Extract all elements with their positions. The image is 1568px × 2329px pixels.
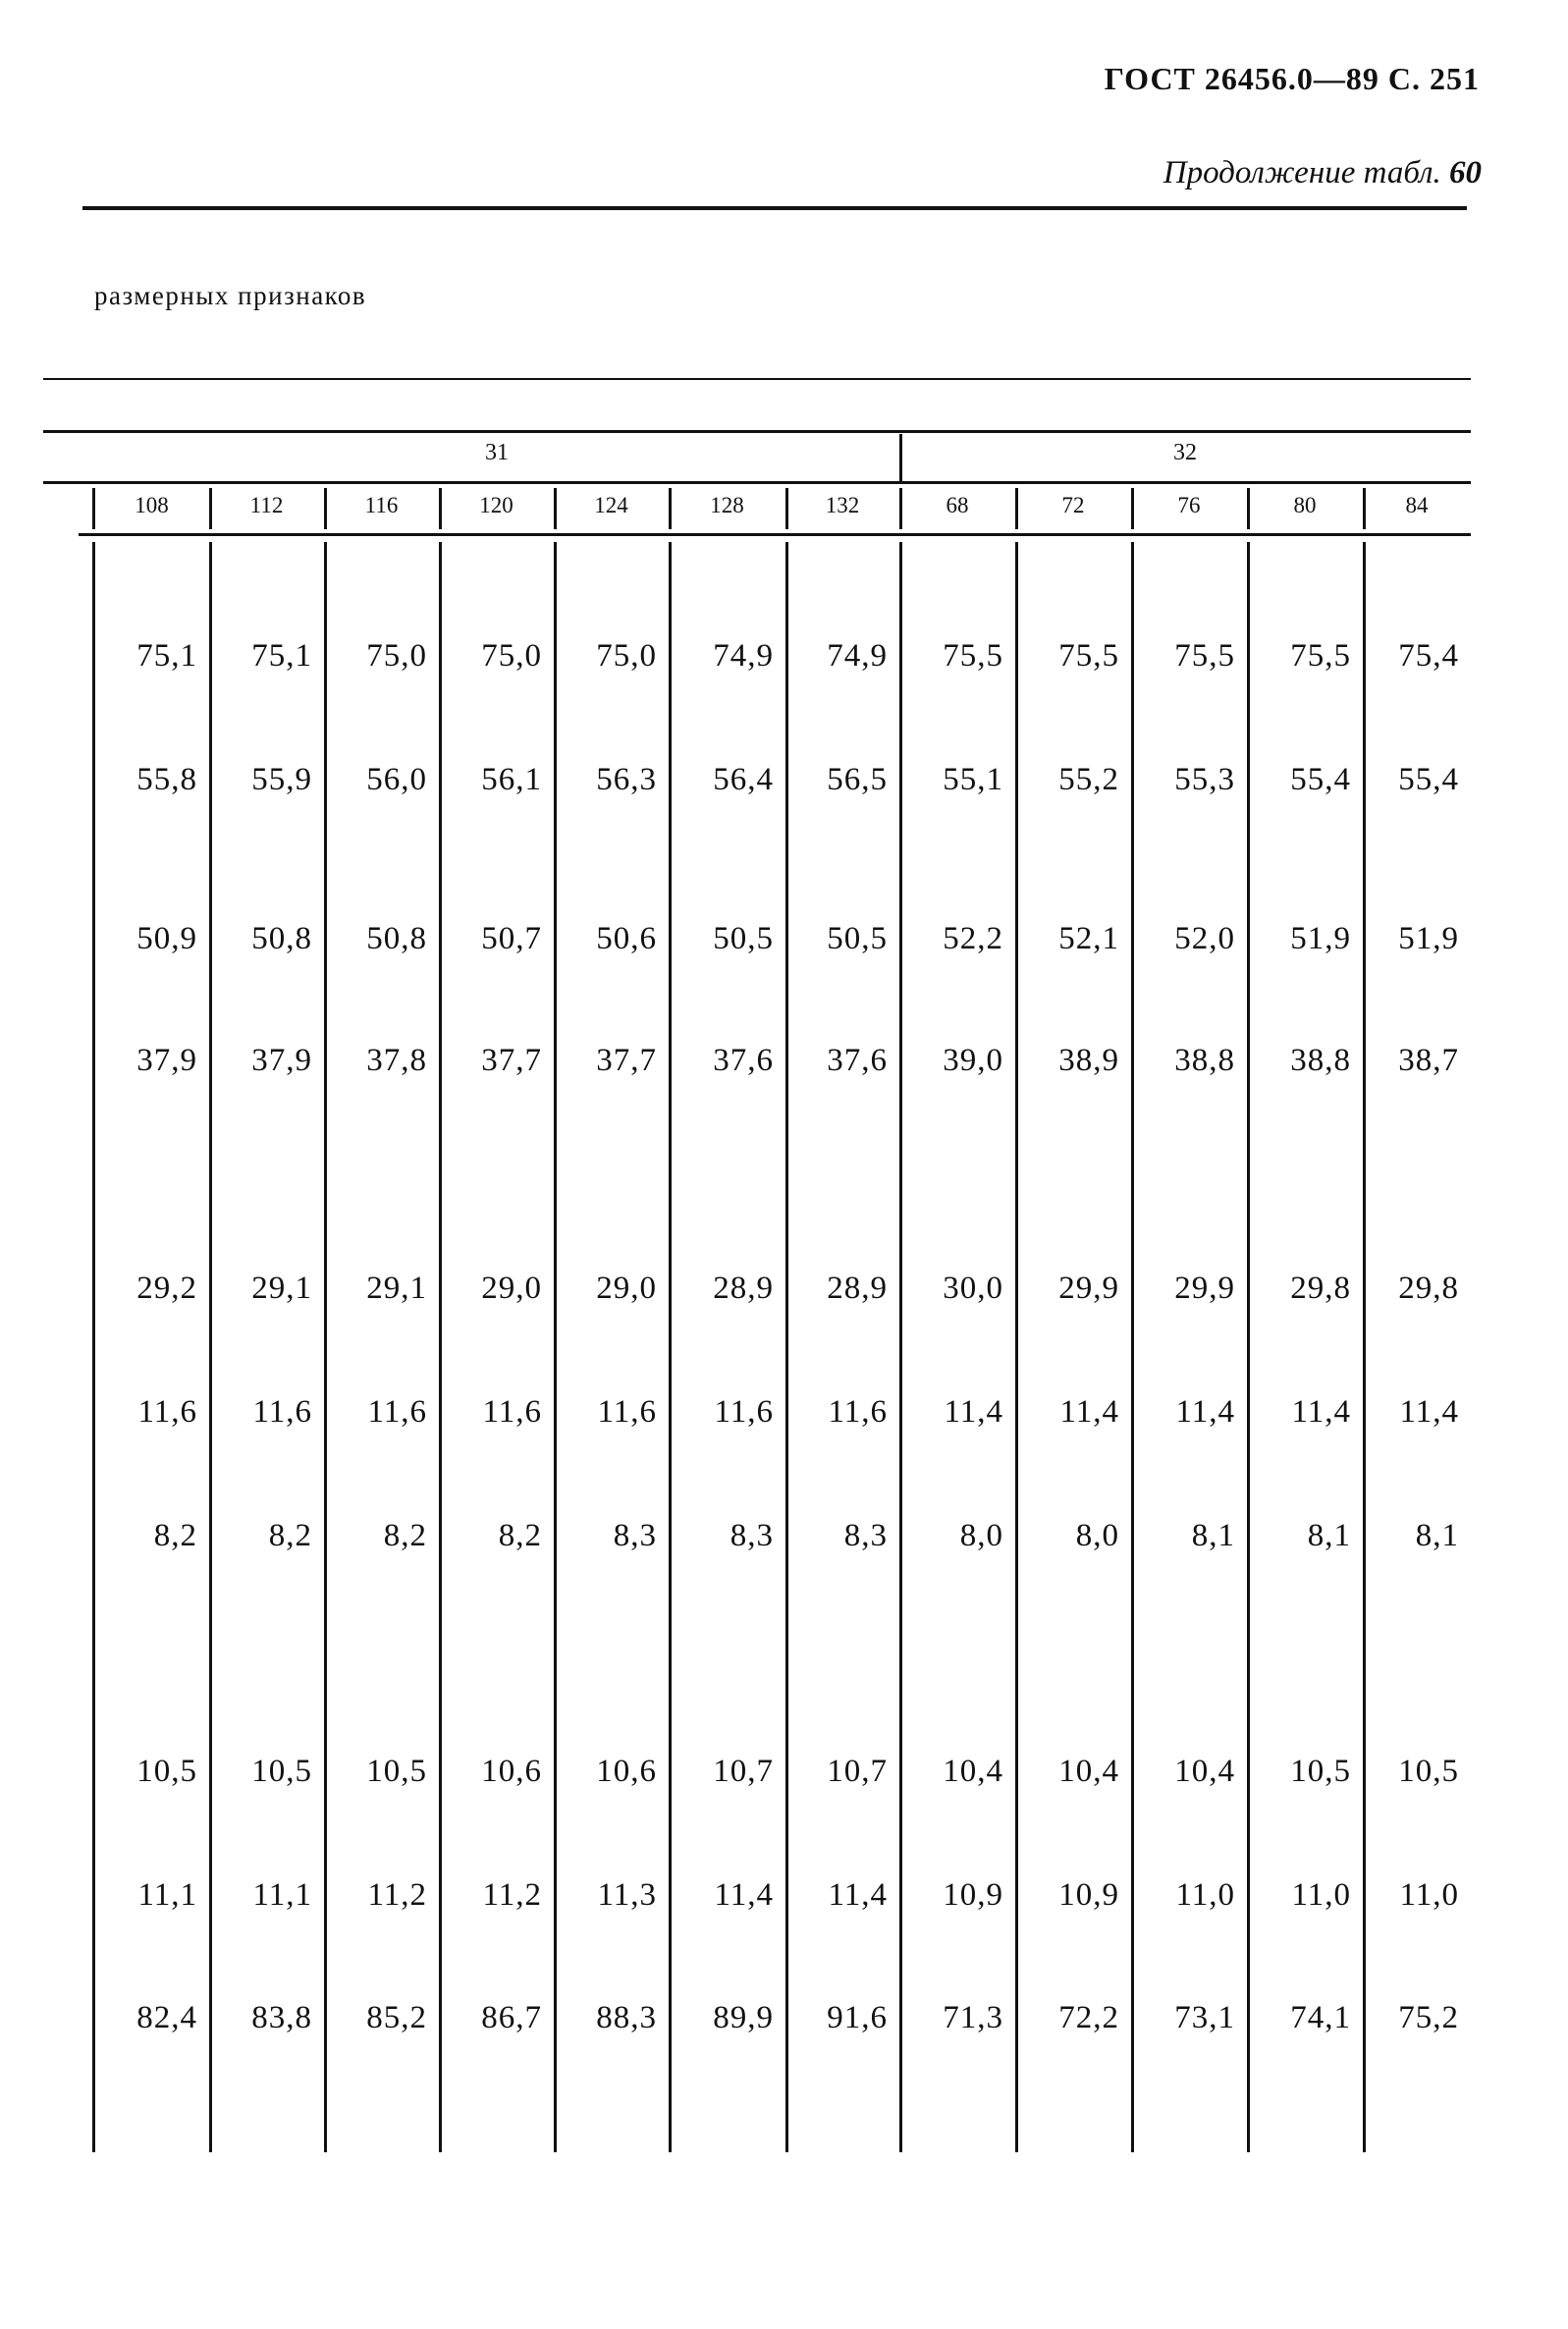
table-cell: 56,3: [596, 762, 657, 797]
table-cell: 11,3: [597, 1877, 657, 1913]
table-cell: 55,9: [251, 762, 312, 797]
column-header: 68: [946, 493, 969, 517]
table-cell: 50,9: [136, 921, 197, 956]
table-cell: 50,8: [251, 921, 312, 956]
table-cell: 11,0: [1175, 1877, 1235, 1913]
table-cell: 29,9: [1058, 1271, 1119, 1306]
table-cell: 75,5: [1058, 638, 1119, 674]
table-cell: 38,9: [1058, 1043, 1119, 1078]
table-cell: 37,6: [713, 1043, 774, 1078]
table-cell: 56,5: [827, 762, 888, 797]
table-cell: 11,6: [367, 1394, 427, 1430]
table-cell: 88,3: [596, 2000, 657, 2035]
table-cell: 39,0: [943, 1043, 1003, 1078]
table-cell: 91,6: [827, 2000, 888, 2035]
table-cell: 38,7: [1398, 1043, 1459, 1078]
group-rule: [43, 430, 1471, 433]
table-continuation-label: [1163, 155, 1482, 191]
table-cell: 55,3: [1174, 762, 1235, 797]
table-cell: 86,7: [481, 2000, 542, 2035]
table-cell: 11,6: [252, 1394, 312, 1430]
table-cell: 75,1: [251, 638, 312, 674]
table-cell: 75,2: [1398, 2000, 1459, 2035]
table-cell: 55,1: [943, 762, 1003, 797]
table-cell: 10,9: [943, 1877, 1003, 1913]
table-cell: 75,0: [366, 638, 427, 674]
table-cell: 11,2: [482, 1877, 542, 1913]
column-header: 116: [364, 493, 399, 517]
table-cell: 10,5: [136, 1754, 197, 1789]
column-header: 108: [135, 493, 169, 517]
group-label-1: 32: [1173, 440, 1197, 465]
table-cell: 50,6: [596, 921, 657, 956]
table-cell: 52,2: [943, 921, 1003, 956]
column-header: 132: [825, 493, 860, 517]
table-cell: 10,9: [1058, 1877, 1119, 1913]
column-header-separator: [324, 488, 327, 529]
table-cell: 8,0: [959, 1518, 1003, 1553]
table-cell: 8,2: [383, 1518, 427, 1553]
table-cell: 55,8: [136, 762, 197, 797]
table-cell: 11,4: [1399, 1394, 1459, 1430]
table-cell: 8,2: [153, 1518, 197, 1553]
table-cell: 10,5: [1398, 1754, 1459, 1789]
table-cell: 8,2: [268, 1518, 312, 1553]
table-cell: 29,8: [1290, 1271, 1351, 1306]
table-cell: 8,1: [1191, 1518, 1235, 1553]
table-cell: 73,1: [1174, 2000, 1235, 2035]
table-cell: 55,2: [1058, 762, 1119, 797]
column-header: 84: [1405, 493, 1429, 517]
column-header-separator: [1131, 488, 1134, 529]
table-subtitle: размерных признаков: [94, 281, 367, 310]
table-cell: 29,2: [136, 1271, 197, 1306]
column-header: 120: [479, 493, 514, 517]
table-cell: 29,0: [481, 1271, 542, 1306]
column-header-top-rule: [43, 481, 1471, 484]
table-cell: 11,6: [137, 1394, 197, 1430]
column-header: 80: [1293, 493, 1317, 517]
column-header-separator: [554, 488, 557, 529]
column-header-bottom-rule: [79, 533, 1471, 536]
continuation-text: Продолжение табл.: [1162, 155, 1441, 190]
table-cell: 28,9: [827, 1271, 888, 1306]
column-header: 112: [249, 493, 284, 517]
table-cell: 50,7: [481, 921, 542, 956]
table-cell: 10,6: [596, 1754, 657, 1789]
continuation-table-number: 60: [1449, 155, 1482, 190]
table-cell: 8,1: [1415, 1518, 1459, 1553]
table-cell: 52,1: [1058, 921, 1119, 956]
table-cell: 10,5: [251, 1754, 312, 1789]
table-cell: 11,4: [944, 1394, 1003, 1430]
page-header-standard: ГОСТ 26456.0—89 С. 251: [1104, 61, 1480, 96]
table-cell: 11,6: [597, 1394, 657, 1430]
table-cell: 10,5: [1290, 1754, 1351, 1789]
group-label-0: 31: [485, 440, 509, 465]
column-header-separator: [209, 488, 212, 529]
table-top-rule: [43, 378, 1471, 380]
table-cell: 8,0: [1075, 1518, 1119, 1553]
table-cell: 8,2: [498, 1518, 542, 1553]
column-header: 76: [1177, 493, 1201, 517]
table-cell: 10,7: [713, 1754, 774, 1789]
table-cell: 11,6: [482, 1394, 542, 1430]
table-cell: 52,0: [1174, 921, 1235, 956]
table-cell: 51,9: [1398, 921, 1459, 956]
table-cell: 11,4: [714, 1877, 774, 1913]
table-cell: 55,4: [1290, 762, 1351, 797]
table-cell: 56,4: [713, 762, 774, 797]
table-cell: 75,5: [1290, 638, 1351, 674]
table-cell: 37,9: [251, 1043, 312, 1078]
column-header-separator: [1247, 488, 1250, 529]
table-cell: 74,9: [713, 638, 774, 674]
column-header-separator: [785, 488, 788, 529]
table-cell: 37,9: [136, 1043, 197, 1078]
table-cell: 51,9: [1290, 921, 1351, 956]
column-header-separator: [1363, 488, 1366, 529]
column-header-separator: [669, 488, 672, 529]
table-cell: 72,2: [1058, 2000, 1119, 2035]
table-cell: 30,0: [943, 1271, 1003, 1306]
column-header-separator: [1015, 488, 1018, 529]
column-header-separator: [439, 488, 442, 529]
table-cell: 8,3: [730, 1518, 774, 1553]
table-cell: 29,1: [366, 1271, 427, 1306]
table-cell: 37,7: [481, 1043, 542, 1078]
table-cell: 75,1: [136, 638, 197, 674]
table-cell: 71,3: [943, 2000, 1003, 2035]
table-cell: 11,1: [137, 1877, 197, 1913]
table-cell: 11,4: [1175, 1394, 1235, 1430]
table-cell: 11,4: [828, 1877, 888, 1913]
table-cell: 11,6: [714, 1394, 774, 1430]
table-cell: 74,9: [827, 638, 888, 674]
column-header-separator: [899, 488, 902, 529]
table-cell: 37,6: [827, 1043, 888, 1078]
table-cell: 11,0: [1399, 1877, 1459, 1913]
table-cell: 50,5: [713, 921, 774, 956]
table-cell: 55,4: [1398, 762, 1459, 797]
table-cell: 38,8: [1290, 1043, 1351, 1078]
table-cell: 29,8: [1398, 1271, 1459, 1306]
header-rule: [82, 206, 1467, 210]
table-cell: 29,9: [1174, 1271, 1235, 1306]
table-cell: 10,6: [481, 1754, 542, 1789]
table-cell: 56,1: [481, 762, 542, 797]
column-header: 128: [710, 493, 744, 517]
table-cell: 11,4: [1059, 1394, 1119, 1430]
table-cell: 75,0: [596, 638, 657, 674]
table-cell: 85,2: [366, 2000, 427, 2035]
column-header: 124: [594, 493, 628, 517]
table-cell: 50,5: [827, 921, 888, 956]
table-cell: 50,8: [366, 921, 427, 956]
column-header: 72: [1061, 493, 1085, 517]
table-cell: 75,5: [1174, 638, 1235, 674]
table-cell: 10,5: [366, 1754, 427, 1789]
table-cell: 75,5: [943, 638, 1003, 674]
table-cell: 8,3: [843, 1518, 888, 1553]
table-cell: 10,4: [1058, 1754, 1119, 1789]
table-cell: 74,1: [1290, 2000, 1351, 2035]
table-cell: 83,8: [251, 2000, 312, 2035]
table-cell: 37,8: [366, 1043, 427, 1078]
table-cell: 38,8: [1174, 1043, 1235, 1078]
table-cell: 37,7: [596, 1043, 657, 1078]
table-cell: 10,7: [827, 1754, 888, 1789]
table-cell: 29,0: [596, 1271, 657, 1306]
table-cell: 11,0: [1291, 1877, 1351, 1913]
table-cell: 11,4: [1291, 1394, 1351, 1430]
table-cell: 8,1: [1307, 1518, 1351, 1553]
table-cell: 10,4: [943, 1754, 1003, 1789]
table-cell: 28,9: [713, 1271, 774, 1306]
table-cell: 11,2: [367, 1877, 427, 1913]
table-cell: 8,3: [613, 1518, 657, 1553]
table-cell: 11,1: [252, 1877, 312, 1913]
table-cell: 11,6: [828, 1394, 888, 1430]
table-cell: 10,4: [1174, 1754, 1235, 1789]
table-cell: 89,9: [713, 2000, 774, 2035]
table-cell: 56,0: [366, 762, 427, 797]
table-cell: 29,1: [251, 1271, 312, 1306]
column-header-separator: [92, 488, 95, 529]
group-separator: [899, 434, 902, 481]
table-cell: 82,4: [136, 2000, 197, 2035]
table-cell: 75,4: [1398, 638, 1459, 674]
table-cell: 75,0: [481, 638, 542, 674]
